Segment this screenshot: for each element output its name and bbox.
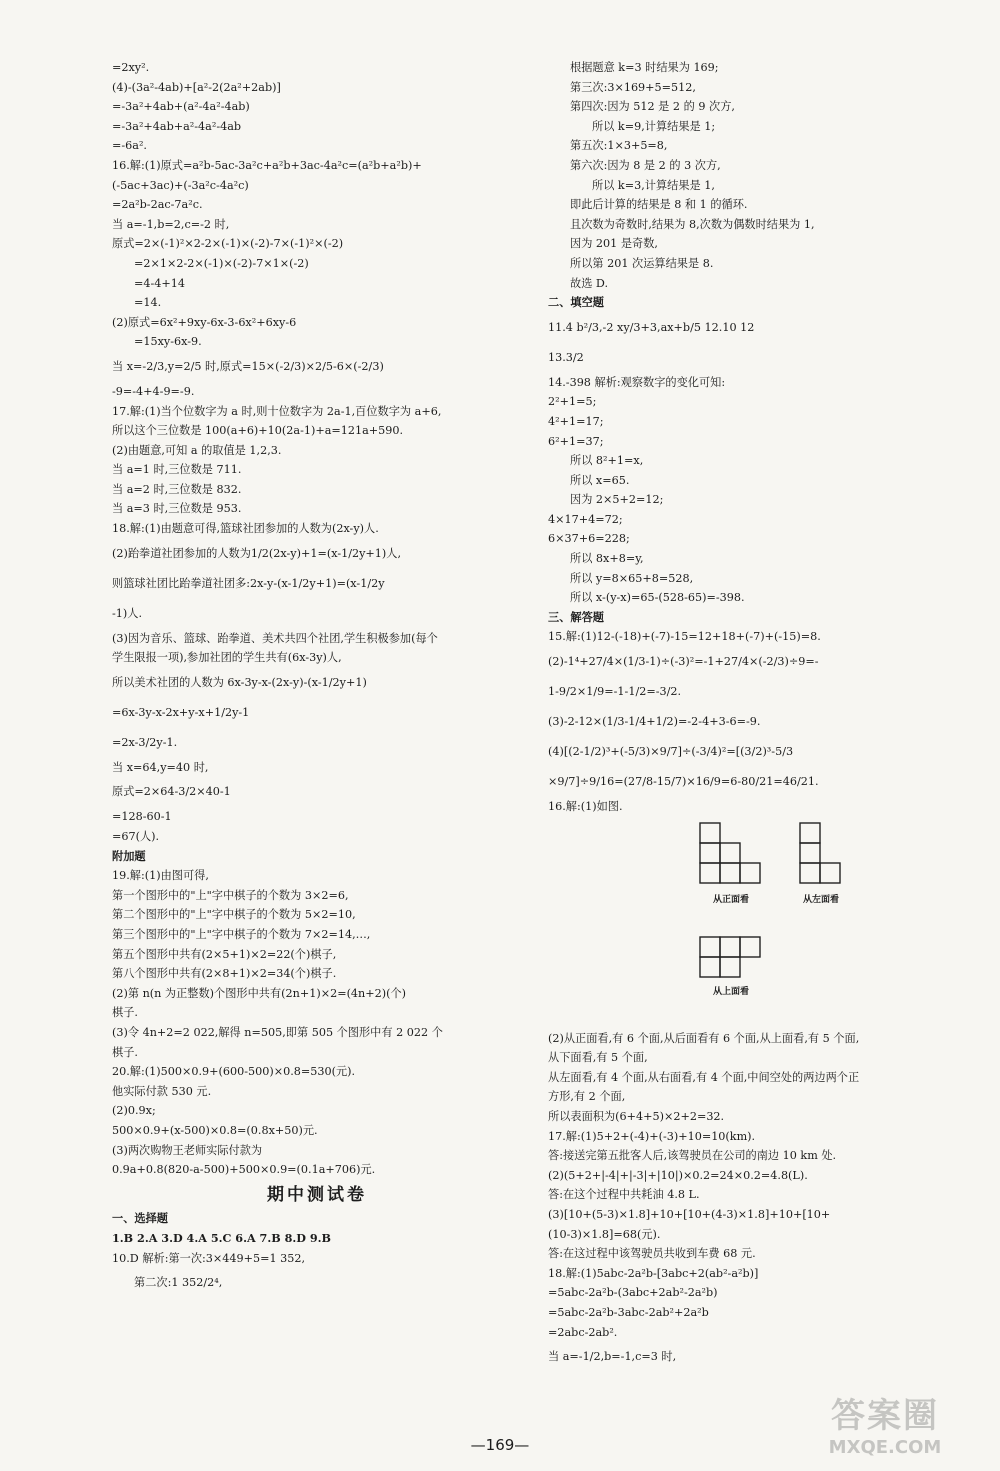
text-line: =-6a². [112, 139, 147, 153]
text-line: 原式=2×64-3/2×40-1 [112, 785, 231, 799]
text-line: 第五次:1×3+5=8, [570, 139, 668, 153]
text-line: 4×17+4=72; [548, 512, 623, 526]
question-18-right: 18.解:(1)5abc-2a²b-[3abc+2(ab²-a²b)] [548, 1266, 759, 1280]
text-line: 所以 8x+8=y, [570, 552, 644, 566]
question-16-right: 16.解:(1)如图. [548, 800, 623, 814]
text-line: (10-3)×1.8]=68(元). [548, 1227, 661, 1241]
text-line: 第二个图形中的"上"字中棋子的个数为 5×2=10, [112, 908, 356, 922]
text-line: 学生限报一项),参加社团的学生共有(6x-3y)人, [112, 651, 342, 665]
text-line: (3)因为音乐、篮球、跆拳道、美术共四个社团,学生积极参加(每个 [112, 631, 438, 645]
text-line: =5abc-2a²b-(3abc+2ab²-2a²b) [548, 1286, 718, 1300]
text-line: (2)原式=6x²+9xy-6x-3-6x²+6xy-6 [112, 315, 297, 329]
text-line: (4)[(2-1/2)³+(-5/3)×9/7]÷(-3/4)²=[(3/2)³-5/3 [548, 745, 794, 759]
text-line: 第三次:3×169+5=512, [570, 80, 696, 94]
left-view [798, 821, 844, 911]
text-line: (3)[10+(5-3)×1.8]+10+[10+(4-3)×1.8]+10+[10+ [548, 1207, 831, 1221]
text-line: 答:在这个过程中共耗油 4.8 L. [548, 1188, 700, 1202]
text-line: 答:接送完第五批客人后,该驾驶员在公司的南边 10 km 处. [548, 1149, 837, 1163]
text-line: 第八个图形中共有(2×8+1)×2=34(个)棋子. [112, 967, 337, 981]
text-line: 因为 201 是奇数, [570, 237, 658, 251]
text-line: =6x-3y-x-2x+y-x+1/2y-1 [112, 705, 250, 719]
text-line: =15xy-6x-9. [134, 335, 202, 349]
text-line: =14. [134, 296, 162, 310]
text-line: 第六次:因为 8 是 2 的 3 次方, [570, 158, 721, 172]
text-line: 500×0.9+(x-500)×0.8=(0.8x+50)元. [112, 1123, 318, 1137]
text-line: 所以表面积为(6+4+5)×2+2=32. [548, 1110, 725, 1123]
question-20: 20.解:(1)500×0.9+(600-500)×0.8=530(元). [112, 1065, 356, 1079]
question-19: 19.解:(1)由图可得, [112, 869, 209, 883]
text-line: 13.3/2 [548, 350, 584, 364]
section-heading: 附加题 [112, 849, 146, 863]
text-line: 6²+1=37; [548, 434, 604, 448]
text-line: =2abc-2ab². [548, 1325, 618, 1339]
text-line: 6×37+6=228; [548, 532, 630, 546]
text-line: 当 x=-2/3,y=2/5 时,原式=15×(-2/3)×2/5-6×(-2/3) [112, 359, 384, 373]
text-line: 所以 k=3,计算结果是 1, [592, 178, 715, 192]
text-line: 即此后计算的结果是 8 和 1 的循环. [570, 198, 748, 212]
text-line: =67(人). [112, 830, 160, 844]
page-number: —169— [470, 1436, 530, 1454]
text-line: =2a²b-2ac-7a²c. [112, 198, 203, 212]
text-line: 当 a=3 时,三位数是 953. [112, 502, 242, 516]
text-line: =-3a²+4ab+(a²-4a²-4ab) [112, 100, 250, 114]
text-line: 棋子. [112, 1045, 138, 1059]
text-line: 14.-398 解析:观察数字的变化可知: [548, 375, 726, 389]
right-column [548, 58, 968, 1372]
text-line: 故选 D. [570, 276, 609, 290]
text-line: 所以这个三位数是 100(a+6)+10(2a-1)+a=121a+590. [112, 424, 404, 438]
question-16: 16.解:(1)原式=a²b-5ac-3a²c+a²b+3ac-4a²c=(a²b+a²b)+ [112, 158, 422, 172]
text-line: (2)从正面看,有 6 个面,从后面看有 6 个面,从上面看,有 5 个面, [548, 1031, 860, 1045]
text-line: 当 x=64,y=40 时, [112, 760, 209, 774]
figure-caption: 从正面看 [712, 894, 749, 905]
text-line: =2x-3/2y-1. [112, 735, 178, 749]
text-line: =2xy². [112, 61, 150, 74]
watermark [800, 1388, 970, 1458]
fill-answers: 11.4 b²/3,-2 xy/3+3,ax+b/5 12.10 12 [548, 320, 755, 334]
text-line: 所以第 201 次运算结果是 8. [570, 256, 714, 270]
text-line: (3)两次购物王老师实际付款为 [112, 1143, 263, 1157]
text-line: 第四次:因为 512 是 2 的 9 次方, [570, 100, 735, 114]
text-line: 第一个图形中的"上"字中棋子的个数为 3×2=6, [112, 888, 349, 902]
text-line: 从左面看,有 4 个面,从右面看,有 4 个面,中间空处的两边两个正 [548, 1070, 860, 1084]
top-view-grid [698, 935, 764, 983]
figure-caption: 从左面看 [802, 894, 839, 905]
text-line: (4)-(3a²-4ab)+[a²-2(2a²+2ab)] [112, 80, 281, 94]
text-line: =4-4+14 [134, 276, 185, 290]
text-line: (-5ac+3ac)+(-3a²c-4a²c) [112, 178, 249, 192]
figure-caption: 从上面看 [712, 986, 749, 997]
text-line: ×9/7]÷9/16=(27/8-15/7)×16/9=6-80/21=46/21. [548, 775, 819, 789]
question-17: 17.解:(1)当个位数字为 a 时,则十位数字为 2a-1,百位数字为 a+6, [112, 404, 442, 418]
text-line: (3)-2-12×(1/3-1/4+1/2)=-2-4+3-6=-9. [548, 715, 761, 729]
left-view-grid [798, 821, 844, 891]
text-line: 方形,有 2 个面, [548, 1090, 626, 1104]
text-line: =-3a²+4ab+a²-4a²-4ab [112, 119, 242, 133]
text-line: 当 a=1 时,三位数是 711. [112, 463, 242, 477]
watermark-url: MXQE.COM [828, 1437, 942, 1458]
text-line: 所以 x=65. [570, 473, 630, 487]
exam-title: 期中测试卷 [267, 1184, 367, 1205]
text-line: 10.D 解析:第一次:3×449+5=1 352, [112, 1251, 306, 1265]
text-line: 原式=2×(-1)²×2-2×(-1)×(-2)-7×(-1)²×(-2) [112, 237, 344, 251]
section-heading: 一、选择题 [112, 1212, 168, 1226]
text-line: 答:在这过程中该驾驶员共收到车费 68 元. [548, 1247, 756, 1261]
text-line: (2)由题意,可知 a 的取值是 1,2,3. [112, 443, 282, 457]
text-line: 所以 k=9,计算结果是 1; [592, 119, 716, 133]
text-line: 棋子. [112, 1006, 138, 1020]
text-line: 1-9/2×1/9=-1-1/2=-3/2. [548, 685, 682, 699]
text-line: 根据题意 k=3 时结果为 169; [570, 61, 719, 74]
question-18: 18.解:(1)由题意可得,篮球社团参加的人数为(2x-y)人. [112, 522, 379, 536]
text-line: 当 a=-1,b=2,c=-2 时, [112, 217, 230, 231]
text-line: 0.9a+0.8(820-a-500)+500×0.9=(0.1a+706)元. [112, 1163, 376, 1177]
front-view-grid [698, 821, 764, 891]
question-15: 15.解:(1)12-(-18)+(-7)-15=12+18+(-7)+(-15)=8. [548, 630, 821, 644]
watermark-logo: 答案圈 [831, 1396, 939, 1436]
text-line: (2)(5+2+|-4|+|-3|+|10|)×0.2=24×0.2=4.8(L). [548, 1168, 808, 1182]
text-line: =2×1×2-2×(-1)×(-2)-7×1×(-2) [134, 256, 309, 270]
text-line: 2²+1=5; [548, 395, 597, 409]
front-view [698, 821, 764, 911]
section-heading: 二、填空题 [548, 296, 604, 310]
section-heading: 三、解答题 [548, 610, 604, 624]
left-column [112, 58, 522, 1298]
text-line: 第五个图形中共有(2×5+1)×2=22(个)棋子, [112, 947, 337, 961]
text-line: 所以 x-(y-x)=65-(528-65)=-398. [570, 591, 745, 605]
text-line: 且次数为奇数时,结果为 8,次数为偶数时结果为 1, [570, 217, 815, 231]
text-line: 他实际付款 530 元. [112, 1084, 212, 1098]
text-line: 从下面看,有 5 个面, [548, 1051, 648, 1065]
text-line: 第二次:1 352/2⁴, [134, 1276, 223, 1290]
choice-answers: 1.B 2.A 3.D 4.A 5.C 6.A 7.B 8.D 9.B [112, 1230, 331, 1245]
text-line: (2)第 n(n 为正整数)个图形中共有(2n+1)×2=(4n+2)(个) [112, 986, 407, 1000]
text-line: 4²+1=17; [548, 414, 604, 428]
text-line: 当 a=-1/2,b=-1,c=3 时, [548, 1350, 677, 1364]
top-view [698, 935, 764, 1003]
text-line: 所以美术社团的人数为 6x-3y-x-(2x-y)-(x-1/2y+1) [112, 675, 367, 689]
text-line: (2)-1⁴+27/4×(1/3-1)÷(-3)²=-1+27/4×(-2/3)÷9=- [548, 655, 819, 669]
text-line: 所以 y=8×65+8=528, [570, 571, 694, 585]
text-line: =128-60-1 [112, 810, 172, 824]
text-line: (2)跆拳道社团参加的人数为1/2(2x-y)+1=(x-1/2y+1)人, [112, 546, 402, 560]
top-view-figure [548, 957, 968, 1029]
text-line: (3)令 4n+2=2 022,解得 n=505,即第 505 个图形中有 2 022 个 [112, 1025, 443, 1039]
text-line: 所以 8²+1=x, [570, 454, 644, 468]
text-line: 则篮球社团比跆拳道社团多:2x-y-(x-1/2y+1)=(x-1/2y [112, 576, 385, 590]
text-line: 当 a=2 时,三位数是 832. [112, 482, 242, 496]
text-line: (2)0.9x; [112, 1104, 156, 1118]
text-line: -1)人. [112, 606, 143, 620]
text-line: 因为 2×5+2=12; [570, 493, 664, 507]
question-17-right: 17.解:(1)5+2+(-4)+(-3)+10=10(km). [548, 1129, 756, 1143]
text-line: 第三个图形中的"上"字中棋子的个数为 7×2=14,…, [112, 928, 371, 941]
text-line: =5abc-2a²b-3abc-2ab²+2a²b [548, 1305, 709, 1319]
text-line: -9=-4+4-9=-9. [112, 384, 195, 398]
